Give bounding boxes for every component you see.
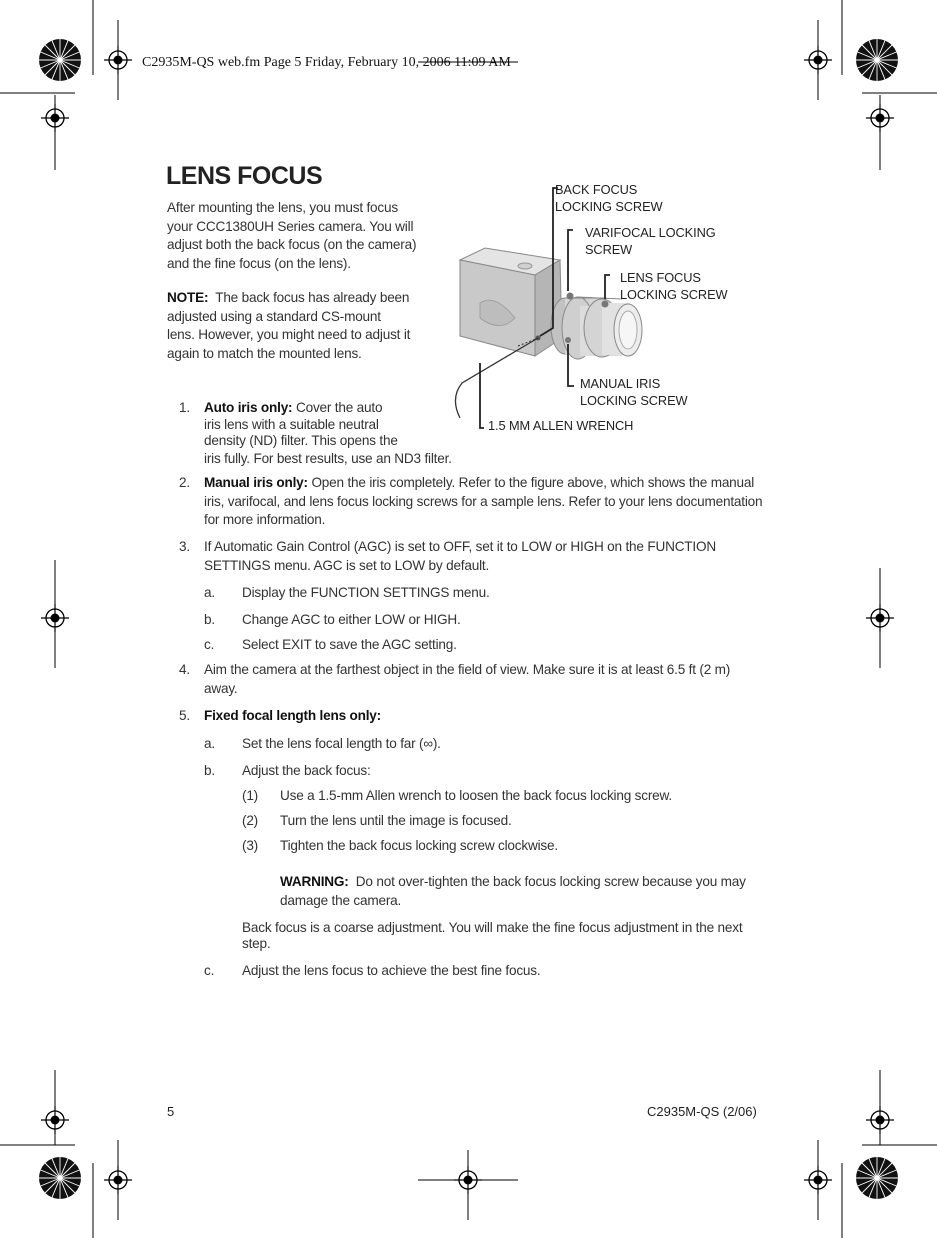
step-3: If Automatic Gain Control (AGC) is set to OFF, set it to LOW or HIGH on the FUNCTION SETTINGS menu. AGC is set to LOW by default. [204,539,716,573]
page-title: LENS FOCUS [166,162,323,190]
substep-text: Change AGC to either LOW or HIGH. [242,612,461,627]
step-4: Aim the camera at the farthest object in the field of view. Make sure it is at least 6.5 ft (2 m) away. [204,662,731,696]
subsub-number: (3) [242,838,259,853]
step-text: iris fully. For best results, use an ND3 filter. [204,451,452,466]
callout-lens-focus [620,269,728,303]
substep-text: Adjust the back focus: [242,763,371,778]
substep-text: Adjust the lens focus to achieve the best fine focus. [242,963,541,978]
callout-line: LENS FOCUS [620,270,701,285]
substep-letter: a. [204,736,215,751]
subsub-text: Use a 1.5-mm Allen wrench to loosen the back focus locking screw. [280,788,672,803]
warning-paragraph [280,873,770,910]
callout-back-focus [555,181,663,215]
subsub-text: Tighten the back focus locking screw clockwise. [280,838,558,853]
callout-line: BACK FOCUS [555,182,638,197]
callout-line: VARIFOCAL LOCKING [585,225,716,240]
substep-text: Select EXIT to save the AGC setting. [242,637,457,652]
document-id: C2935M-QS (2/06) [647,1104,757,1119]
step-text: Open the iris completely. Refer to the figure above, which shows the manual iris, varifocal, and lens focus locking screws for a sample lens. Refer to your lens documentation for more information. [204,475,763,528]
callout-varifocal [585,224,716,258]
step-number: 1. [179,400,190,415]
subsub-number: (1) [242,788,259,803]
step-5 [204,707,381,726]
step-text: density (ND) filter. This opens the [204,433,398,448]
registration-starburst-icon [39,1157,81,1199]
callout-allen-wrench: 1.5 MM ALLEN WRENCH [488,418,634,433]
substep-letter: c. [204,637,215,652]
step-text: Cover the auto [295,400,383,415]
warning-label: WARNING: [280,874,349,889]
substep-letter: c. [204,963,215,978]
step-label: Manual iris only: [204,475,308,490]
substep-text: Display the FUNCTION SETTINGS menu. [242,585,490,600]
registration-starburst-icon [856,39,898,81]
substep-letter: a. [204,585,215,600]
subsub-number: (2) [242,813,259,828]
step-2 [204,474,764,530]
page-number: 5 [167,1104,175,1119]
note-text: The back focus has already been adjusted using a standard CS-mount lens. However, you might need to adjust it again to match the mounted lens. [167,290,411,361]
subsub-text: Turn the lens until the image is focused. [280,813,512,828]
step-number: 3. [179,539,190,554]
coarse-adjustment-note: Back focus is a coarse adjustment. You will make the fine focus adjustment in the next step. [242,920,743,951]
callout-line: LOCKING SCREW [620,287,728,302]
warning-text: Do not over-tighten the back focus locking screw because you may damage the camera. [280,874,746,908]
substep-letter: b. [204,763,215,778]
step-number: 2. [179,475,190,490]
callout-line: LOCKING SCREW [555,199,663,214]
step-number: 5. [179,708,190,723]
step-label: Fixed focal length lens only: [204,708,381,723]
note-label: NOTE: [167,290,209,305]
step-text: iris lens with a suitable neutral [204,417,379,432]
callout-line: LOCKING SCREW [580,393,688,408]
note-paragraph [167,289,412,363]
substep-text: Set the lens focal length to far (∞). [242,736,441,751]
callout-manual-iris [580,375,688,409]
step-1 [204,399,444,418]
substep-letter: b. [204,612,215,627]
callout-line: MANUAL IRIS [580,376,661,391]
callout-line: SCREW [585,242,633,257]
step-label: Auto iris only: [204,400,293,415]
registration-starburst-icon [856,1157,898,1199]
intro-paragraph: After mounting the lens, you must focus your CCC1380UH Series camera. You will adjust both the back focus (on the camera) and the fine focus (on the lens). [167,200,417,271]
print-slug: C2935M-QS web.fm Page 5 Friday, February 10, 2006 11:09 AM [142,55,511,70]
step-number: 4. [179,662,190,677]
registration-starburst-icon [39,39,81,81]
